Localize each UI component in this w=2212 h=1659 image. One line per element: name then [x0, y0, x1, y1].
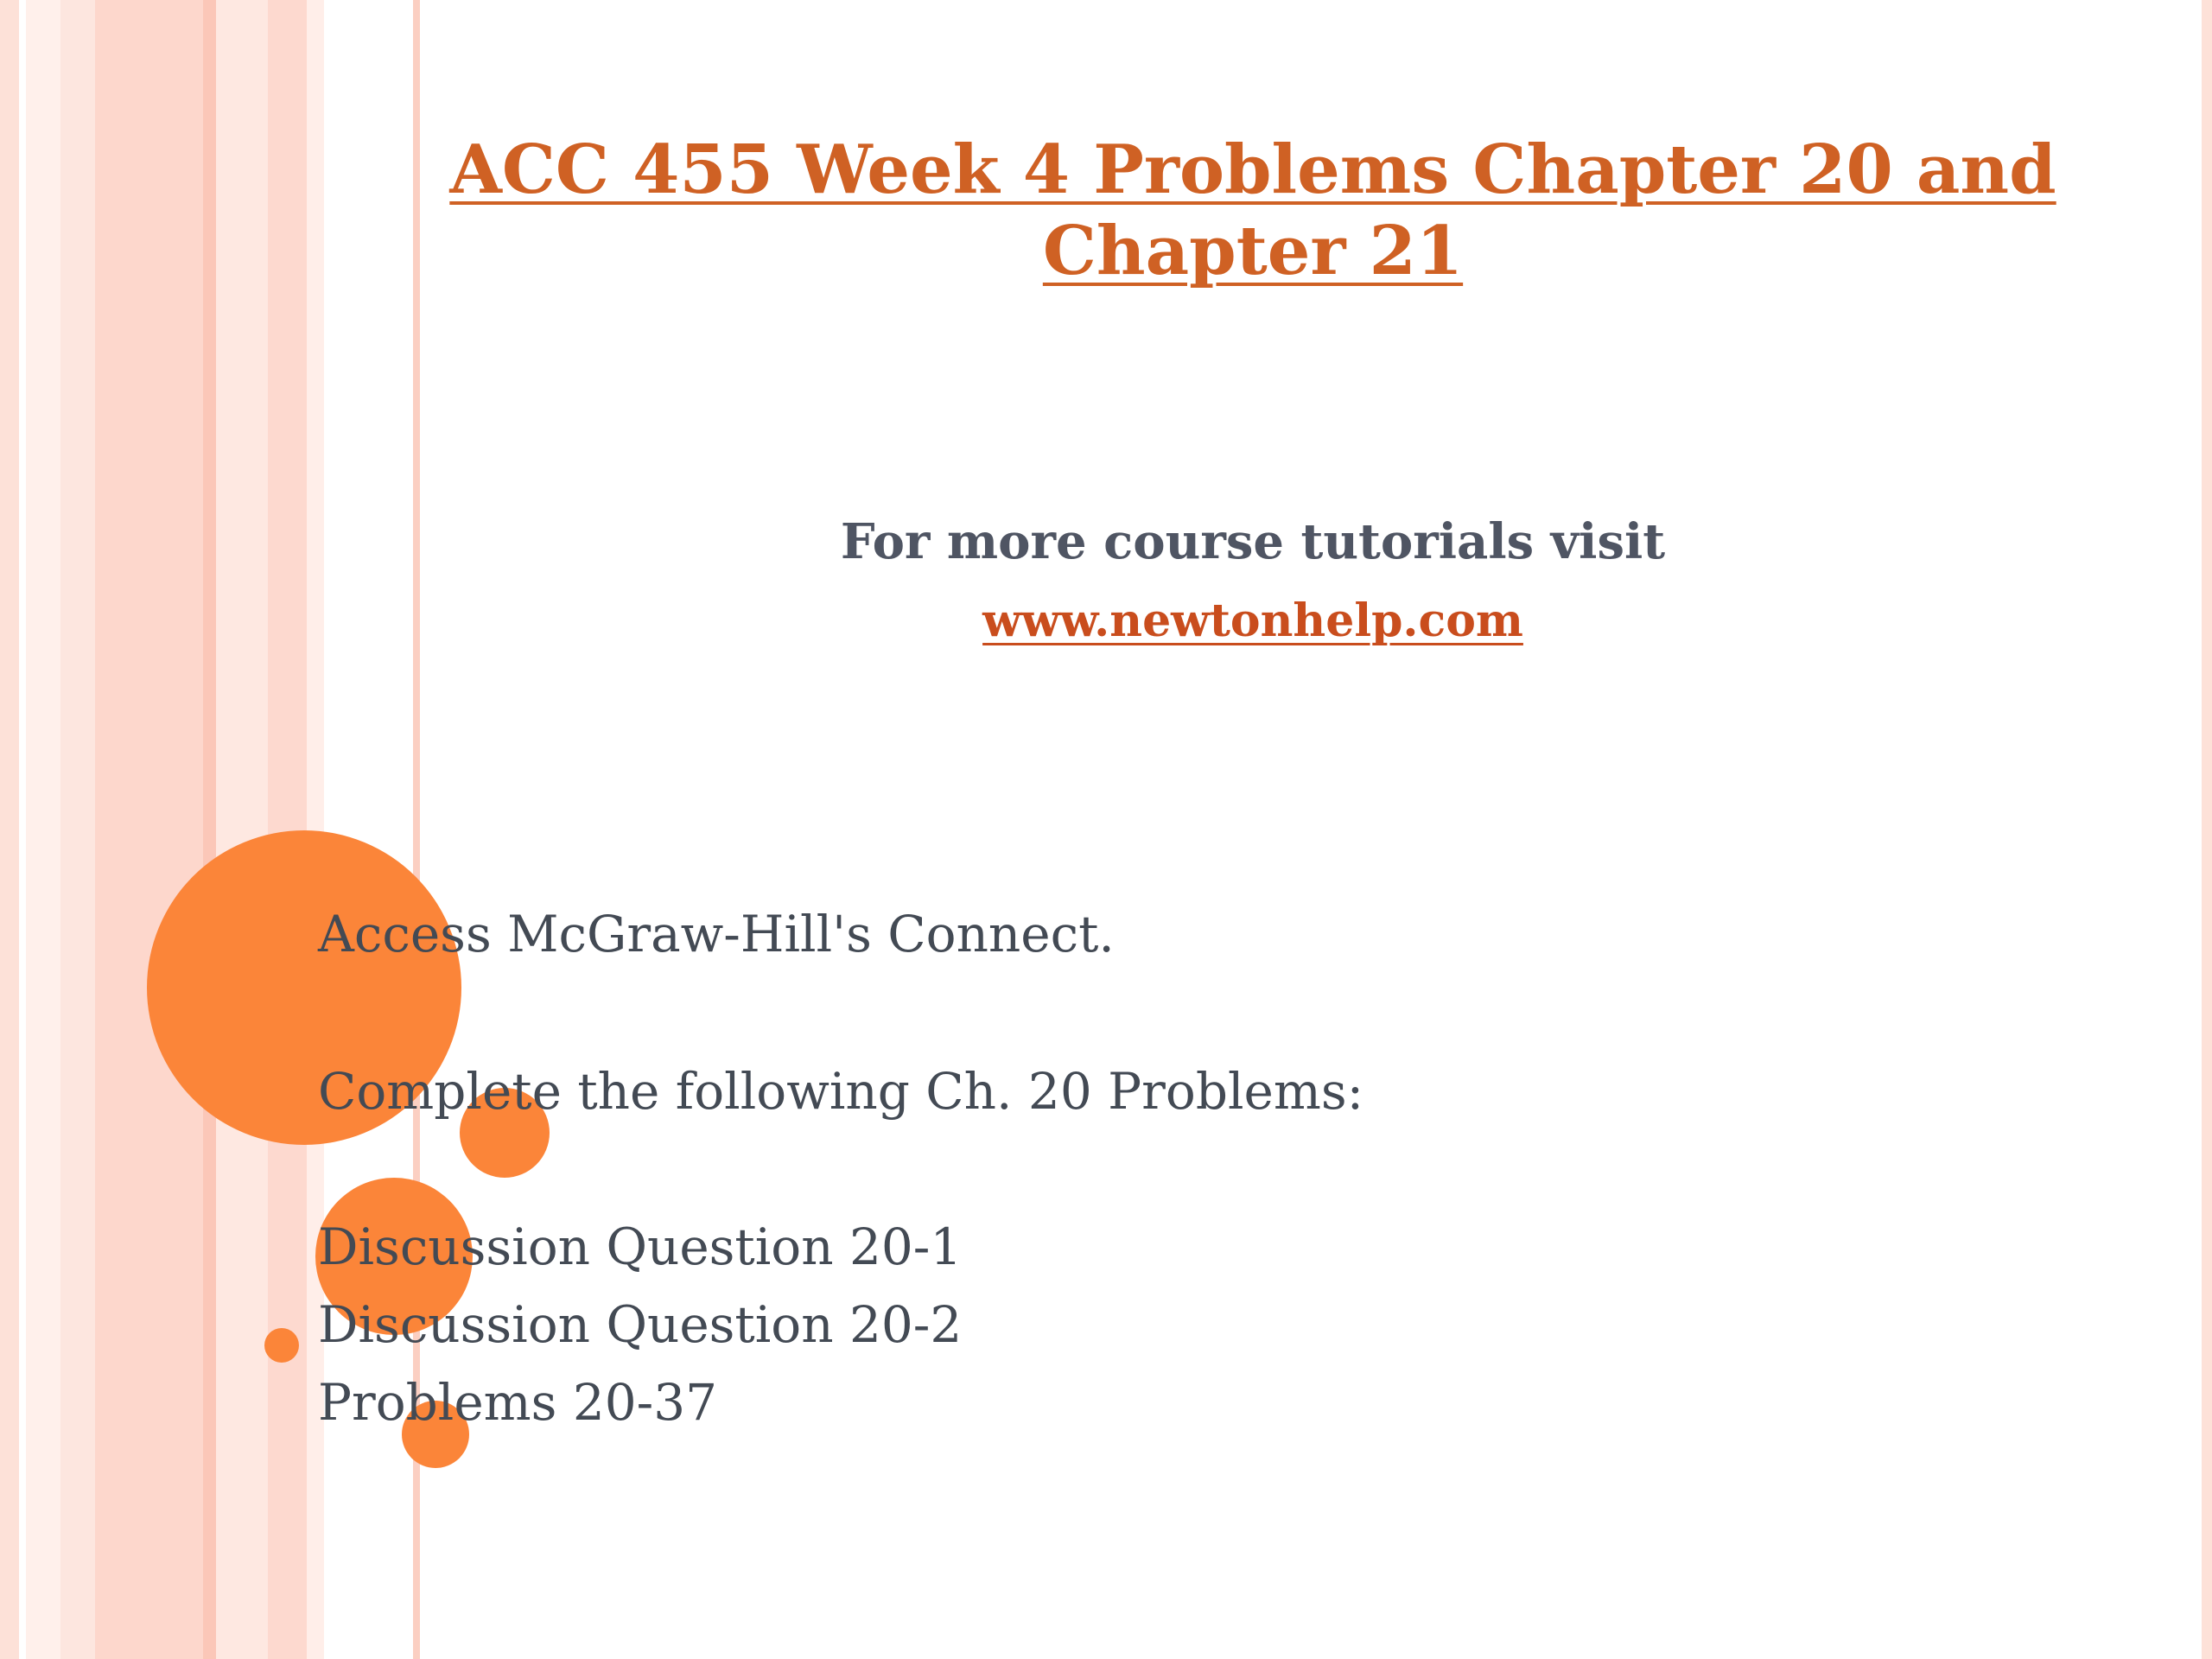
body-line: Discussion Question 20-2	[318, 1295, 963, 1354]
decorative-circle-tiny	[264, 1328, 299, 1363]
decorative-stripe	[268, 0, 307, 1659]
decorative-stripe	[60, 0, 95, 1659]
decorative-stripe	[26, 0, 60, 1659]
decorative-stripe	[216, 0, 268, 1659]
website-link[interactable]: www.newtonhelp.com	[982, 594, 1523, 647]
decorative-stripe	[19, 0, 26, 1659]
slide-title: ACC 455 Week 4 Problems Chapter 20 and Chapter 21	[449, 130, 2056, 290]
decorative-stripe	[2202, 0, 2212, 1659]
body-line: Access McGraw-Hill's Connect.	[318, 905, 1115, 963]
decorative-stripe	[95, 0, 203, 1659]
body-line: Problems 20-37	[318, 1373, 718, 1432]
slide-subtitle: For more course tutorials visit	[840, 513, 1666, 570]
decorative-stripe	[203, 0, 216, 1659]
body-line: Complete the following Ch. 20 Problems:	[318, 1062, 1364, 1121]
decorative-stripe	[0, 0, 19, 1659]
body-line: Discussion Question 20-1	[318, 1217, 963, 1276]
